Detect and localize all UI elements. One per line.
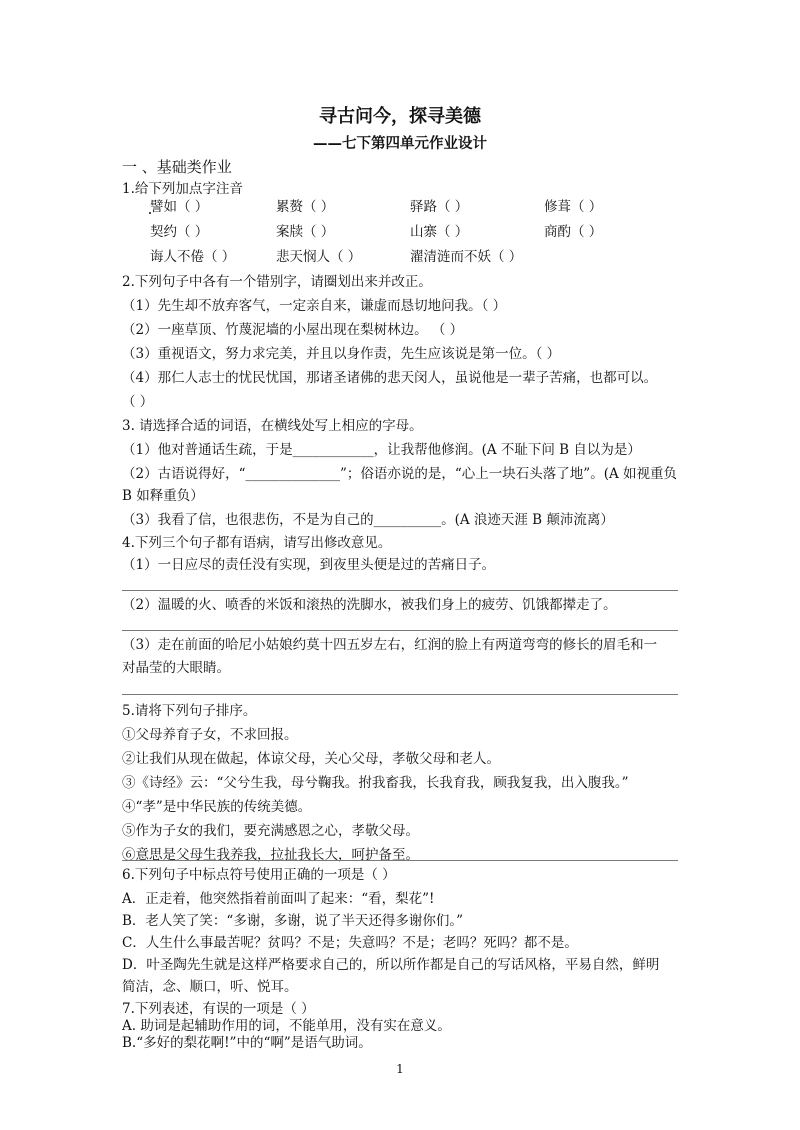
- section-heading-basic: 一 、基础类作业: [122, 158, 232, 176]
- q4-item-2: （2）温暖的火、喷香的米饭和滚热的洗脚水，被我们身上的疲劳、饥饿都撵走了。: [122, 597, 617, 613]
- q4-item-1: （1）一日应尽的责任没有实现，到夜里头便是过的苦痛日子。: [122, 557, 496, 573]
- q3-item-3: （3）我看了信，也很悲伤，不是为自己的__________。(A 浪迹天涯 B 颠沛流离）: [122, 512, 614, 528]
- q6-option-d: D．叶圣陶先生就是这样严格要求自己的，所以所作都是自己的写话风格，平易自然，鲜明: [122, 957, 660, 973]
- q1-item-text: 驿路（ ）: [410, 199, 469, 215]
- q1-item: [150, 198, 208, 216]
- q1-item-text: 契约（ ）: [150, 224, 209, 240]
- q1-item-text: 修葺（ ）: [544, 199, 603, 215]
- page-title: 寻古问今，探寻美德: [319, 106, 481, 127]
- q4-prompt: 4.下列三个句子都有语病，请写出修改意见。: [122, 535, 392, 551]
- answer-line: [122, 630, 678, 631]
- q1-item: [150, 223, 208, 241]
- q6-option-c: C．人生什么事最苦呢？贫吗？不是；失意吗？不是；老吗？死吗？都不是。: [122, 935, 578, 951]
- q5-prompt: 5.请将下列句子排序。: [122, 703, 257, 719]
- q2-item-4: （4）那仁人志士的忧民忧国，那诸圣诸佛的悲天闵人，虽说他是一辈子苦痛，也都可以。: [122, 370, 658, 386]
- q2-item-3: （3）重视语文，努力求完美，并且以身作责，先生应该说是第一位。（ ）: [122, 346, 561, 362]
- q7-prompt: 7.下列表述，有误的一项是（ ）: [122, 1001, 315, 1017]
- q4-item-3: （3）走在前面的哈尼小姑娘约莫十四五岁左右，红润的脸上有两道弯弯的修长的眉毛和一: [122, 637, 658, 653]
- q2-item-2: （2）一座草顶、竹蔑泥墙的小屋出现在梨树林边。 （ ）: [122, 322, 464, 338]
- page-subtitle: ——七下第四单元作业设计: [313, 136, 487, 152]
- q1-item-text: 商酌（ ）: [544, 224, 603, 240]
- q7-option-b: B.“多好的梨花啊!”中的“啊”是语气助词。: [122, 1035, 372, 1051]
- q5-sentence-1: ①父母养育子女，不求回报。: [122, 727, 298, 743]
- q4-item-3-cont: 对晶莹的大眼睛。: [122, 660, 230, 676]
- answer-line: [122, 590, 678, 591]
- q1-item: [410, 223, 468, 241]
- q2-item-4-answer: （ ）: [122, 394, 154, 410]
- q1-item: [544, 198, 602, 216]
- q3-prompt: 3. 请选择合适的词语，在横线处写上相应的字母。: [122, 418, 423, 434]
- q1-item-text: 诲人不倦（ ）: [150, 249, 236, 265]
- answer-line: [122, 860, 678, 861]
- q5-sentence-4: ④“孝”是中华民族的传统美德。: [122, 799, 312, 815]
- q1-item: [544, 223, 602, 241]
- q5-sentence-5: ⑤作为子女的我们，要充满感恩之心，孝敬父母。: [122, 823, 419, 839]
- q1-item: [150, 248, 235, 266]
- q1-item: [410, 198, 468, 216]
- q6-option-a: A．正走着，他突然指着前面叫了起来：“看，梨花”!: [122, 891, 435, 907]
- q3-item-2-cont: B 如释重负）: [122, 488, 204, 504]
- q1-item-text: 山寨（ ）: [410, 224, 469, 240]
- page-number: 1: [396, 1062, 404, 1076]
- q2-prompt: 2.下列句子中各有一个错别字，请圈划出来并改正。: [122, 274, 432, 290]
- q6-prompt: 6.下列句子中标点符号使用正确的一项是（ ）: [122, 867, 396, 883]
- q1-item: [276, 198, 334, 216]
- q1-item-text: 譬如（ ）: [150, 199, 209, 215]
- q6-option-b: B．老人笑了笑：“多谢，多谢，说了半天还得多谢你们。”: [122, 913, 463, 929]
- q1-item-text: 悲天悯人（ ）: [276, 249, 362, 265]
- q1-item: [276, 248, 361, 266]
- q5-sentence-2: ②让我们从现在做起，体谅父母，关心父母，孝敬父母和老人。: [122, 751, 500, 767]
- q1-prompt: 1.给下列加点字注音: [122, 181, 243, 197]
- q1-item-text: 案牍（ ）: [276, 224, 335, 240]
- q5-sentence-6: ⑥意思是父母生我养我，拉扯我长大，呵护备至。: [122, 847, 419, 863]
- q1-item-text: 濯清涟而不妖（ ）: [410, 249, 523, 265]
- q2-item-1: （1）先生却不放弃客气，一定亲自来，谦虚而恳切地问我。（ ）: [122, 298, 507, 314]
- q3-item-1: （1）他对普通话生疏，于是____________，让我帮他修润。(A 不耻下问 B 自以为是）: [122, 442, 641, 458]
- answer-line: [122, 694, 678, 695]
- q3-item-2: （2）古语说得好，“______________”；俗语亦说的是，“心上一块石头落了地”。(A 如视重负: [122, 466, 678, 482]
- q6-option-d-cont: 简洁，念、顺口，听、悦耳。: [122, 979, 298, 995]
- q1-item: [276, 223, 334, 241]
- q7-option-a: A. 助词是起辅助作用的词，不能单用，没有实在意义。: [122, 1018, 451, 1034]
- q1-item-text: 累赘（ ）: [276, 199, 335, 215]
- q1-item: [410, 248, 522, 266]
- q5-sentence-3: ③《诗经》云：“父兮生我，母兮鞠我。拊我畜我，长我育我，顾我复我，出入腹我。”: [122, 775, 629, 791]
